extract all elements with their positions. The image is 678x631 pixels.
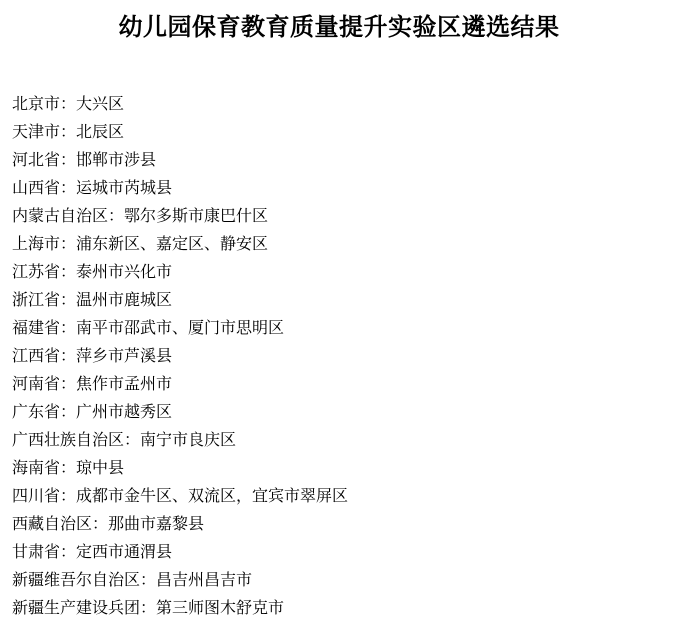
entry-separator: ： <box>60 122 77 141</box>
list-item <box>12 202 668 230</box>
entry-areas: 焦作市孟州市 <box>76 374 173 393</box>
entry-areas: 萍乡市芦溪县 <box>76 346 173 365</box>
entry-separator: ： <box>60 402 77 421</box>
entry-province: 内蒙古自治区 <box>12 206 109 225</box>
entry-areas: 成都市金牛区、双流区，宜宾市翠屏区 <box>76 486 349 505</box>
list-item <box>12 118 668 146</box>
entry-province: 山西省 <box>12 178 61 197</box>
entry-province: 北京市 <box>12 94 61 113</box>
entry-areas: 泰州市兴化市 <box>76 262 173 281</box>
page-title: 幼儿园保育教育质量提升实验区遴选结果 <box>118 12 560 41</box>
list-item <box>12 426 668 454</box>
entry-separator: ： <box>60 262 77 281</box>
entry-areas: 大兴区 <box>76 94 125 113</box>
list-item <box>12 314 668 342</box>
list-item <box>12 566 668 594</box>
list-item <box>12 482 668 510</box>
list-item <box>12 342 668 370</box>
entry-province: 天津市 <box>12 122 61 141</box>
entry-list <box>12 90 668 622</box>
entry-separator: ： <box>60 150 77 169</box>
list-item <box>12 146 668 174</box>
entry-separator: ： <box>124 430 141 449</box>
entry-separator: ： <box>60 234 77 253</box>
list-item <box>12 398 668 426</box>
entry-separator: ： <box>60 374 77 393</box>
entry-province: 西藏自治区 <box>12 514 93 533</box>
entry-province: 浙江省 <box>12 290 61 309</box>
entry-separator: ： <box>140 598 157 617</box>
entry-separator: ： <box>60 94 77 113</box>
list-item <box>12 90 668 118</box>
entry-areas: 昌吉州昌吉市 <box>156 570 253 589</box>
entry-areas: 运城市芮城县 <box>76 178 173 197</box>
entry-province: 新疆生产建设兵团 <box>12 598 141 617</box>
entry-separator: ： <box>60 290 77 309</box>
entry-areas: 定西市通渭县 <box>76 542 173 561</box>
entry-province: 广西壮族自治区 <box>12 430 125 449</box>
entry-province: 江苏省 <box>12 262 61 281</box>
entry-separator: ： <box>60 458 77 477</box>
list-item <box>12 230 668 258</box>
entry-province: 海南省 <box>12 458 61 477</box>
entry-province: 河北省 <box>12 150 61 169</box>
entry-areas: 那曲市嘉黎县 <box>108 514 205 533</box>
entry-province: 上海市 <box>12 234 61 253</box>
entry-separator: ： <box>108 206 125 225</box>
entry-areas: 广州市越秀区 <box>76 402 173 421</box>
list-item <box>12 594 668 622</box>
entry-province: 四川省 <box>12 486 61 505</box>
entry-separator: ： <box>60 346 77 365</box>
entry-areas: 浦东新区、嘉定区、静安区 <box>76 234 269 253</box>
entry-separator: ： <box>60 486 77 505</box>
entry-areas: 温州市鹿城区 <box>76 290 173 309</box>
entry-areas: 北辰区 <box>76 122 125 141</box>
list-item <box>12 258 668 286</box>
entry-separator: ： <box>60 318 77 337</box>
entry-areas: 第三师图木舒克市 <box>156 598 285 617</box>
entry-separator: ： <box>140 570 157 589</box>
list-item <box>12 510 668 538</box>
entry-province: 河南省 <box>12 374 61 393</box>
entry-areas: 琼中县 <box>76 458 125 477</box>
entry-province: 广东省 <box>12 402 61 421</box>
list-item <box>12 286 668 314</box>
list-item <box>12 174 668 202</box>
entry-province: 甘肃省 <box>12 542 61 561</box>
entry-areas: 邯郸市涉县 <box>76 150 157 169</box>
list-item <box>12 538 668 566</box>
entry-areas: 南平市邵武市、厦门市思明区 <box>76 318 285 337</box>
list-item <box>12 370 668 398</box>
entry-separator: ： <box>60 178 77 197</box>
entry-separator: ： <box>92 514 109 533</box>
list-item <box>12 454 668 482</box>
entry-areas: 鄂尔多斯市康巴什区 <box>124 206 269 225</box>
entry-province: 福建省 <box>12 318 61 337</box>
entry-separator: ： <box>60 542 77 561</box>
entry-areas: 南宁市良庆区 <box>140 430 237 449</box>
entry-province: 新疆维吾尔自治区 <box>12 570 141 589</box>
entry-province: 江西省 <box>12 346 61 365</box>
